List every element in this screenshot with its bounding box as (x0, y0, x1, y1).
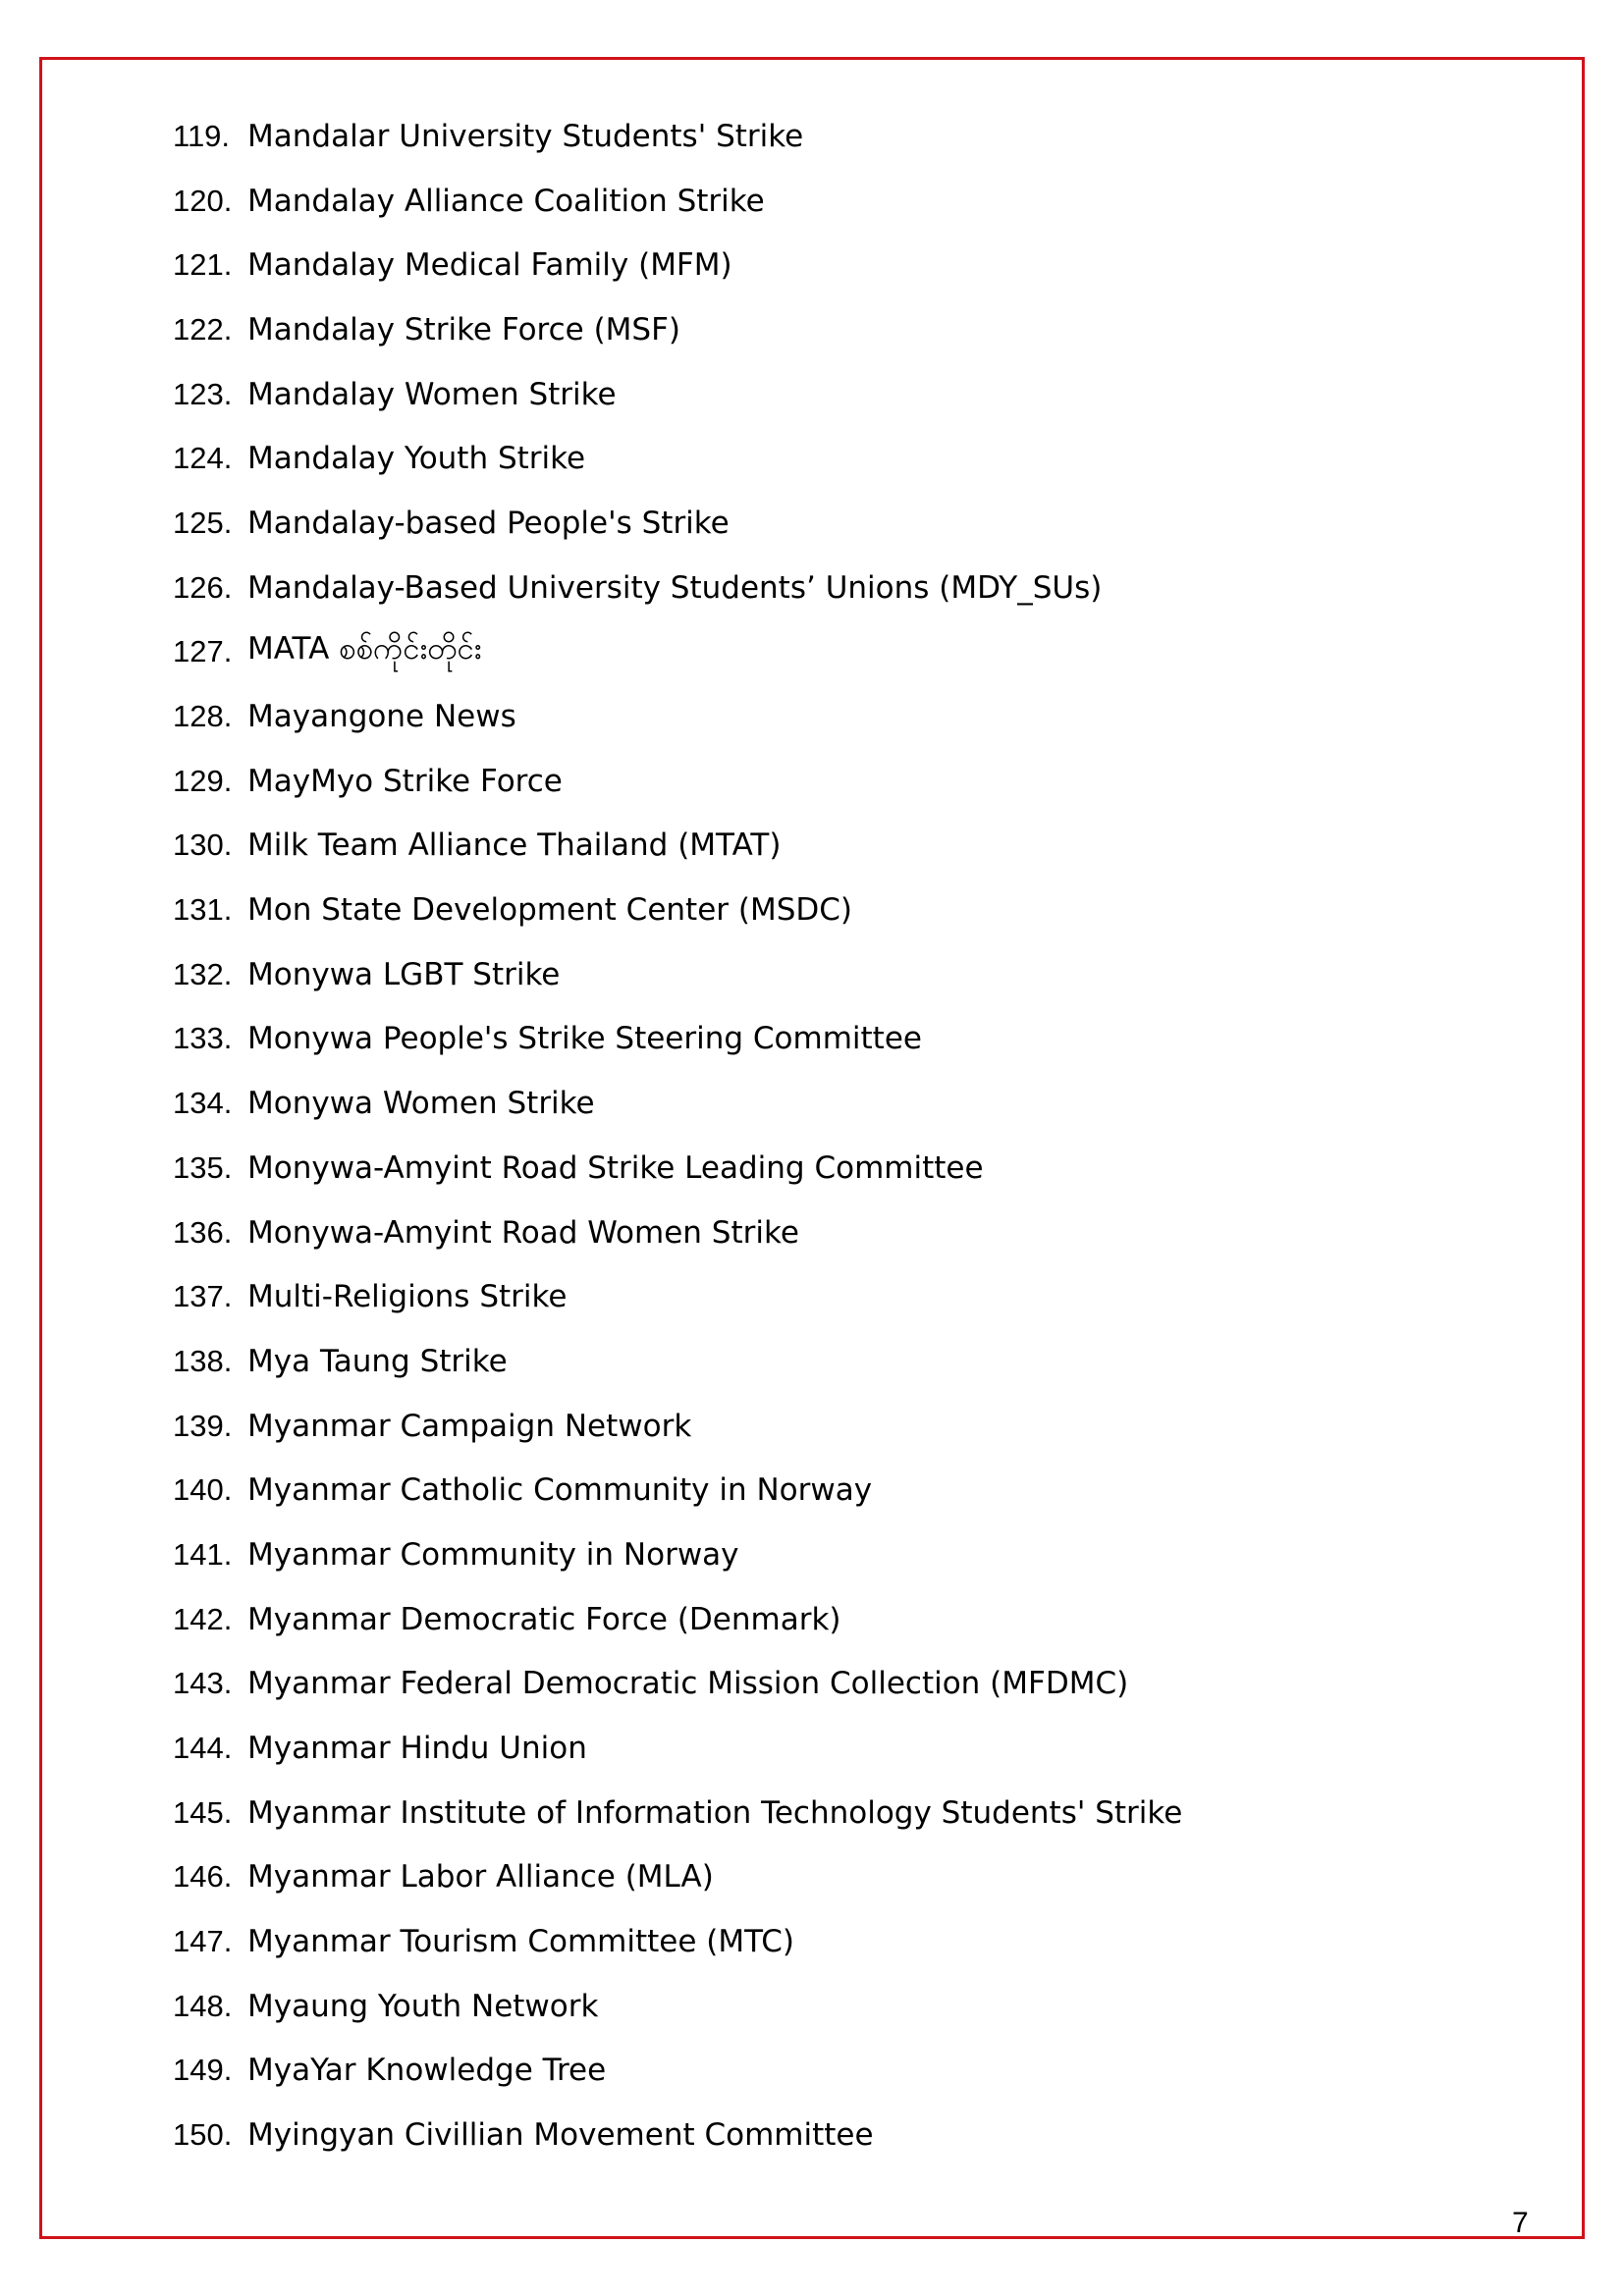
item-text: Mya Taung Strike (247, 1343, 508, 1379)
item-text: Mandalay Alliance Coalition Strike (247, 183, 765, 219)
item-text: Myanmar Labor Alliance (MLA) (247, 1859, 714, 1896)
item-text: Monywa-Amyint Road Women Strike (247, 1214, 799, 1251)
list-item (173, 1781, 1182, 1845)
page-number: 7 (1512, 2207, 1529, 2239)
item-text: Mandalay Strike Force (MSF) (247, 311, 681, 347)
list-item (173, 1201, 1182, 1265)
item-text: Monywa People's Strike Steering Committee (247, 1021, 922, 1057)
item-text: Mandalay Women Strike (247, 376, 617, 412)
item-number: 122. (173, 311, 233, 347)
item-number: 131. (173, 892, 233, 928)
item-number: 127. (173, 634, 233, 669)
list-item (173, 684, 1182, 749)
list-item (173, 1136, 1182, 1201)
item-number: 124. (173, 441, 233, 476)
item-text: Mandalar University Students' Strike (247, 118, 804, 154)
item-text: MATA စစ်ကိုင်းတိုင်း (247, 631, 482, 667)
list-item (173, 104, 1182, 169)
item-number: 125. (173, 505, 233, 540)
list-item (173, 1845, 1182, 1910)
item-number: 137. (173, 1279, 233, 1314)
list-item (173, 1329, 1182, 1394)
list-item (173, 233, 1182, 297)
list-item (173, 297, 1182, 362)
list-item (173, 362, 1182, 427)
list-item (173, 426, 1182, 491)
list-item (173, 878, 1182, 942)
item-text: Myanmar Catholic Community in Norway (247, 1472, 873, 1509)
item-number: 136. (173, 1214, 233, 1250)
item-text: Myanmar Democratic Force (Denmark) (247, 1601, 841, 1637)
item-text: MayMyo Strike Force (247, 763, 563, 799)
item-text: Myanmar Institute of Information Technology Students' Strike (247, 1794, 1183, 1831)
item-text: Mon State Development Center (MSDC) (247, 892, 852, 929)
item-number: 130. (173, 828, 233, 863)
item-text: Myaung Youth Network (247, 1988, 599, 2024)
list-item (173, 1071, 1182, 1136)
list-item (173, 1587, 1182, 1652)
item-number: 139. (173, 1408, 233, 1443)
item-text: MyaYar Knowledge Tree (247, 2053, 607, 2089)
item-text: Milk Team Alliance Thailand (MTAT) (247, 828, 782, 864)
list-item (173, 1264, 1182, 1329)
list-item (173, 2039, 1182, 2104)
list-item (173, 1974, 1182, 2039)
item-number: 150. (173, 2117, 233, 2153)
item-text: Myanmar Federal Democratic Mission Collection (MFDMC) (247, 1666, 1129, 1702)
item-text: Mandalay Medical Family (MFM) (247, 247, 732, 284)
item-number: 120. (173, 183, 233, 218)
list-item (173, 1716, 1182, 1781)
item-text: Myanmar Tourism Committee (MTC) (247, 1924, 795, 1960)
item-text: Monywa-Amyint Road Strike Leading Committee (247, 1149, 984, 1186)
item-number: 142. (173, 1601, 233, 1636)
organization-list (173, 104, 1182, 2167)
list-item (173, 620, 1182, 685)
item-number: 143. (173, 1666, 233, 1701)
item-number: 133. (173, 1021, 233, 1056)
item-number: 149. (173, 2053, 233, 2088)
list-item (173, 1522, 1182, 1587)
list-item (173, 1007, 1182, 1072)
list-item (173, 814, 1182, 879)
item-number: 138. (173, 1343, 233, 1378)
item-text: Monywa LGBT Strike (247, 956, 561, 992)
item-number: 148. (173, 1988, 233, 2023)
item-text: Myanmar Hindu Union (247, 1731, 587, 1767)
list-item (173, 1909, 1182, 1974)
list-item (173, 169, 1182, 234)
item-number: 134. (173, 1086, 233, 1121)
item-number: 140. (173, 1472, 233, 1508)
item-number: 129. (173, 763, 233, 798)
item-text: Mandalay Youth Strike (247, 441, 586, 477)
item-number: 145. (173, 1794, 233, 1830)
item-number: 126. (173, 569, 233, 605)
item-text: Myingyan Civillian Movement Committee (247, 2117, 874, 2154)
item-text: Monywa Women Strike (247, 1086, 595, 1122)
list-item (173, 1458, 1182, 1522)
item-number: 132. (173, 956, 233, 991)
item-number: 121. (173, 247, 233, 283)
item-text: Mayangone News (247, 699, 516, 735)
list-item (173, 2103, 1182, 2167)
list-item (173, 556, 1182, 620)
item-number: 123. (173, 376, 233, 411)
item-number: 147. (173, 1924, 233, 1959)
list-item (173, 942, 1182, 1007)
item-text: Myanmar Community in Norway (247, 1536, 739, 1573)
item-text: Myanmar Campaign Network (247, 1408, 692, 1444)
item-number: 135. (173, 1149, 233, 1185)
item-number: 141. (173, 1536, 233, 1572)
item-text: Multi-Religions Strike (247, 1279, 568, 1315)
list-item (173, 1394, 1182, 1459)
list-item (173, 1652, 1182, 1717)
item-text: Mandalay-Based University Students’ Unions (MDY_SUs) (247, 569, 1103, 606)
item-number: 146. (173, 1859, 233, 1895)
item-number: 144. (173, 1731, 233, 1766)
list-item (173, 749, 1182, 814)
item-number: 119. (173, 118, 231, 153)
list-item (173, 491, 1182, 556)
item-number: 128. (173, 699, 233, 734)
item-text: Mandalay-based People's Strike (247, 505, 730, 541)
